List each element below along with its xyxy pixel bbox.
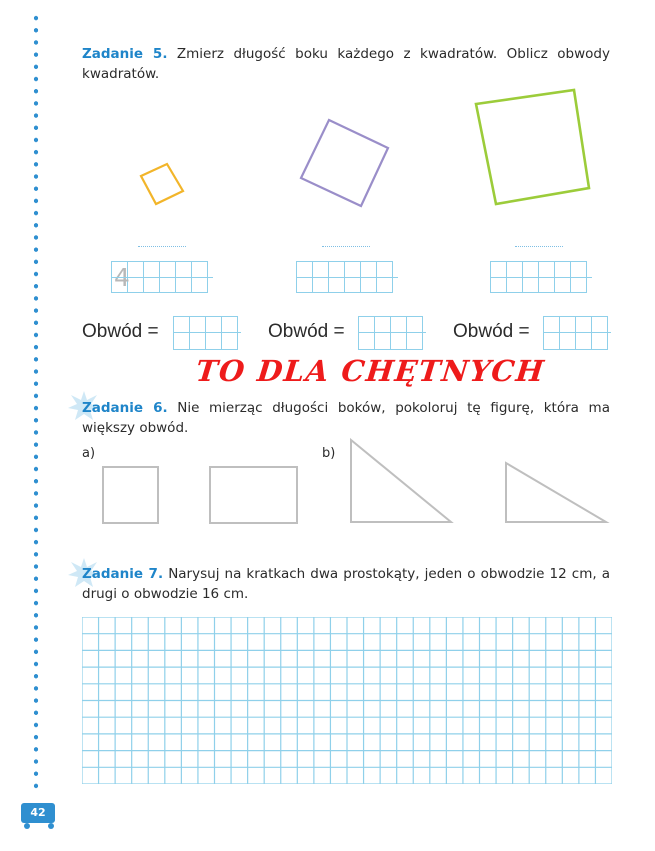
grid-cell (407, 317, 423, 349)
measure-grid-midline (296, 277, 398, 278)
grid-cell (560, 317, 576, 349)
square-medium (301, 120, 388, 206)
page-number-wheels-icon (19, 822, 59, 832)
task6-shapes (0, 435, 655, 535)
option-a-label: a) (82, 446, 96, 461)
task5-instruction: Zmierz długość boku każdego z kwadratów. Oblicz obwody kwadratów. (82, 46, 610, 82)
task6-text-block (82, 398, 610, 438)
measure-grid-midline (111, 277, 213, 278)
perimeter-box-midline (543, 332, 611, 333)
shape-triangle-large[interactable] (351, 440, 451, 522)
grid-cell (375, 317, 391, 349)
shape-square[interactable] (103, 467, 158, 523)
answer-line-1 (138, 246, 186, 247)
task7-instruction: Narysuj na kratkach dwa prostokąty, jeden o obwodzie 12 cm, a drugi o obwodzie 16 cm. (82, 566, 610, 602)
grid-cell (359, 317, 375, 349)
perimeter-box-2[interactable] (358, 316, 423, 350)
square-large (476, 90, 589, 204)
grid-cell (576, 317, 592, 349)
perimeter-box-midline (358, 332, 426, 333)
task6-label: Zadanie 6. (82, 400, 168, 416)
perimeter-box-midline (173, 332, 241, 333)
perimeter-label-2: Obwód = (268, 321, 345, 342)
task5-text-block (82, 44, 610, 84)
option-b-label: b) (322, 446, 336, 461)
page-number: 42 (21, 803, 55, 823)
task7-text-block (82, 564, 610, 604)
perimeter-label-1: Obwód = (82, 321, 159, 342)
handwritten-note: TO DLA CHĘTNYCH (194, 354, 547, 388)
task7-label: Zadanie 7. (82, 566, 164, 582)
task5-label: Zadanie 5. (82, 46, 168, 62)
grid-cell (174, 317, 190, 349)
answer-line-3 (515, 246, 563, 247)
grid-cell (190, 317, 206, 349)
perimeter-box-1[interactable] (173, 316, 238, 350)
perimeter-label-3: Obwód = (453, 321, 530, 342)
example-digit: 4 (114, 263, 130, 292)
answer-line-2 (322, 246, 370, 247)
perimeter-box-3[interactable] (543, 316, 608, 350)
square-small (141, 164, 183, 204)
drawing-grid[interactable] (82, 617, 612, 784)
grid-cell (391, 317, 407, 349)
grid-cell (222, 317, 238, 349)
grid-cell (544, 317, 560, 349)
grid-cell (592, 317, 608, 349)
grid-cell (206, 317, 222, 349)
shape-triangle-small[interactable] (506, 463, 606, 522)
measure-grid-midline (490, 277, 592, 278)
task6-instruction: Nie mierząc długości boków, pokoloruj tę figurę, która ma większy obwód. (82, 400, 610, 436)
shape-rectangle[interactable] (210, 467, 297, 523)
